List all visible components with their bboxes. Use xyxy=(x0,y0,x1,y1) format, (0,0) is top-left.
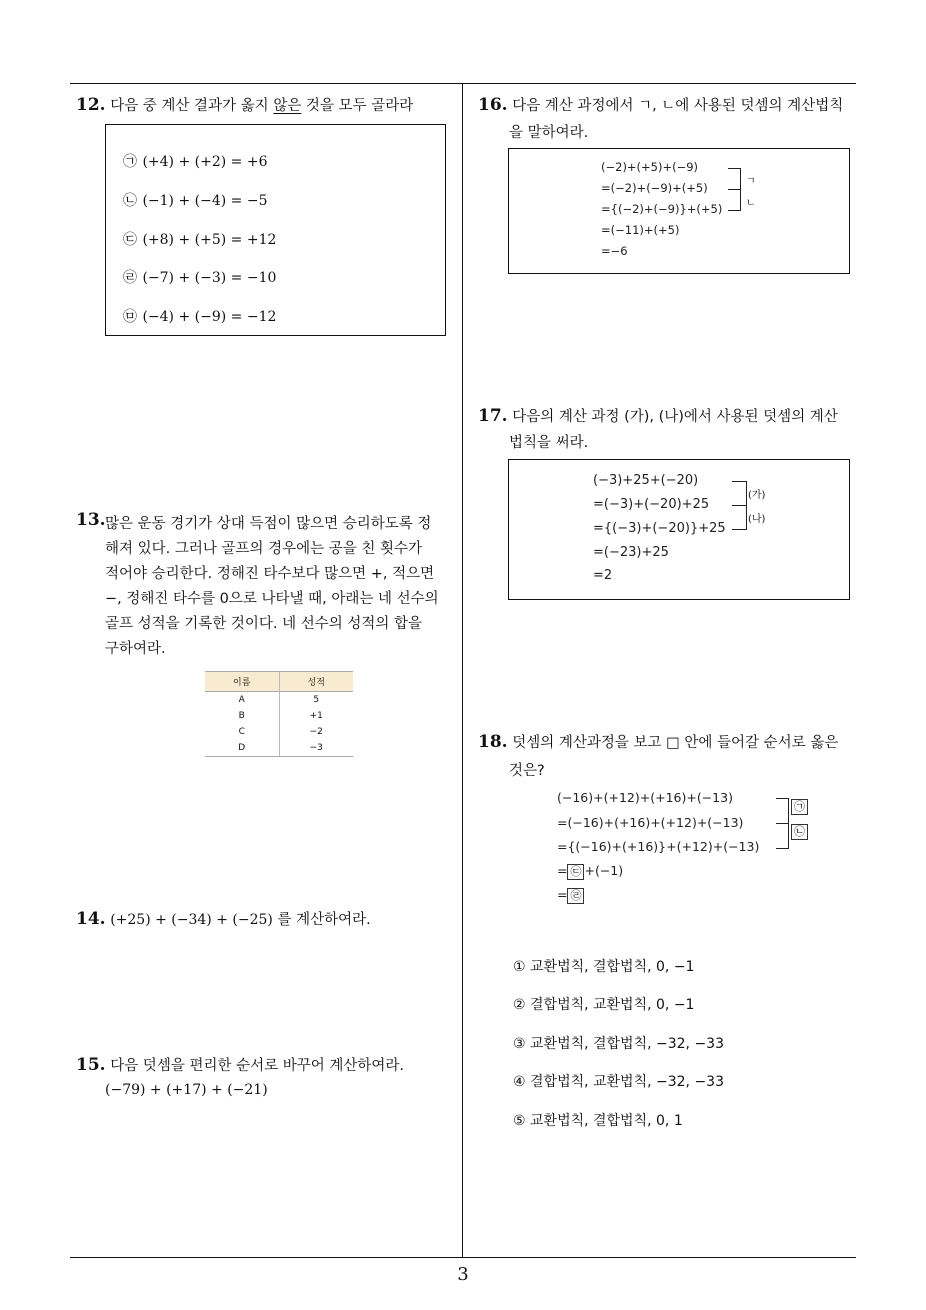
q18-step-5 xyxy=(557,887,584,904)
top-rule xyxy=(70,83,856,84)
q12-option-2 xyxy=(122,190,267,210)
q13-line-3: 적어야 승리한다. 정해진 타수보다 많으면 +, 적으면 xyxy=(105,566,435,582)
q18-tag-2 xyxy=(791,824,808,840)
q14-number: 14. xyxy=(76,909,106,929)
q16-step-5: =−6 xyxy=(601,244,628,258)
q17-step-3: ={(−3)+(−20)}+25 xyxy=(593,521,726,536)
q17-step-2: =(−3)+(−20)+25 xyxy=(593,497,710,512)
q12-option-4 xyxy=(122,267,276,287)
q12-number: 12. xyxy=(76,95,106,115)
table-header-row xyxy=(205,672,353,692)
q13-line-6: 구하여라. xyxy=(105,641,166,657)
q18-number: 18. xyxy=(478,732,508,752)
q18-choice-2-text: 결합법칙, 교환법칙, 0, −1 xyxy=(530,997,695,1013)
table-cell-score: 5 xyxy=(313,695,320,705)
q18-box-d: ㉣ xyxy=(567,888,584,904)
q12-option-4-mark: ㉣ xyxy=(123,270,137,286)
q17-step-4: =(−23)+25 xyxy=(593,545,669,560)
q18-choice-2[interactable] xyxy=(513,994,694,1014)
q12-option-2-mark: ㉡ xyxy=(123,193,137,209)
q18-line-1: 덧셈의 계산과정을 보고 □ 안에 들어갈 순서로 옳은 xyxy=(512,735,839,751)
q16-tag-1: ㄱ xyxy=(746,176,756,187)
q18-box-b: ㉡ xyxy=(791,824,808,840)
q13-line-5: 골프 성적을 기록한 것이다. 네 선수의 성적의 합을 xyxy=(105,616,423,632)
q17-brace-2 xyxy=(732,505,747,530)
q12-text-underline: 않은 xyxy=(273,98,302,114)
q18-step-4-tail: +(−1) xyxy=(584,863,624,878)
q16-line-1: 다음 계산 과정에서 ㄱ, ㄴ에 사용된 덧셈의 계산법칙 xyxy=(512,98,844,114)
q18-step-5-eq: = xyxy=(557,887,568,902)
q18-choice-3-num: ③ xyxy=(513,1036,526,1052)
q17-number: 17. xyxy=(478,406,508,426)
q14-text: 를 계산하여라. xyxy=(272,912,371,928)
q12-option-3-mark: ㉢ xyxy=(123,232,137,248)
q12-option-3 xyxy=(122,229,276,249)
q12-text-post: 것을 모두 골라라 xyxy=(301,98,414,114)
q18-box-c: ㉢ xyxy=(567,864,584,880)
q14-question xyxy=(76,908,371,929)
table-header-name: 이름 xyxy=(205,672,279,692)
q17-line-2: 법칙을 써라. xyxy=(509,435,589,451)
q18-step-4 xyxy=(557,863,623,880)
page-number: 3 xyxy=(457,1264,469,1285)
q18-choice-1[interactable] xyxy=(513,956,694,976)
table-row xyxy=(205,708,353,724)
q18-choice-3[interactable] xyxy=(513,1033,724,1053)
q12-option-2-expr: (−1) + (−4) = −5 xyxy=(142,193,268,209)
q12-option-5 xyxy=(122,306,276,326)
q12-text-pre: 다음 중 계산 결과가 옳지 xyxy=(110,98,274,114)
q16-brace-1 xyxy=(728,168,741,190)
q18-choice-4[interactable] xyxy=(513,1071,724,1091)
q12-question xyxy=(76,94,413,115)
q18-choice-4-text: 결합법칙, 교환법칙, −32, −33 xyxy=(530,1074,724,1090)
q12-option-5-mark: ㉤ xyxy=(123,309,137,325)
q17-step-1: (−3)+25+(−20) xyxy=(593,473,699,488)
q18-box-a: ㉠ xyxy=(791,799,808,815)
q18-choice-2-num: ② xyxy=(513,997,526,1013)
q15-text: 다음 덧셈을 편리한 순서로 바꾸어 계산하여라. xyxy=(110,1058,404,1074)
q12-option-4-expr: (−7) + (−3) = −10 xyxy=(142,270,277,286)
q17-question xyxy=(478,405,838,426)
q13-line-1: 많은 운동 경기가 상대 득점이 많으면 승리하도록 정 xyxy=(105,516,432,532)
q18-step-3: ={(−16)+(+16)}+(+12)+(−13) xyxy=(557,839,760,854)
table-cell-name: D xyxy=(205,740,279,757)
q18-choice-3-text: 교환법칙, 결합법칙, −32, −33 xyxy=(530,1036,724,1052)
q13-line-4: −, 정해진 타수를 0으로 나타낼 때, 아래는 네 선수의 xyxy=(105,591,439,607)
q18-step-2: =(−16)+(+16)+(+12)+(−13) xyxy=(557,815,744,830)
q12-option-1-mark: ㉠ xyxy=(123,154,137,170)
table-header-score: 성적 xyxy=(279,672,353,692)
q18-step-1: (−16)+(+12)+(+16)+(−13) xyxy=(557,790,733,805)
q18-brace-2 xyxy=(776,823,789,849)
q18-choice-5-text: 교환법칙, 결합법칙, 0, 1 xyxy=(530,1113,683,1129)
q12-option-3-expr: (+8) + (+5) = +12 xyxy=(142,232,277,248)
table-cell-score: −3 xyxy=(279,740,353,757)
q12-option-5-expr: (−4) + (−9) = −12 xyxy=(142,309,277,325)
bottom-rule xyxy=(70,1257,856,1258)
table-row xyxy=(205,692,353,709)
q17-line-1: 다음의 계산 과정 (가), (나)에서 사용된 덧셈의 계산 xyxy=(512,409,838,425)
q16-step-3: ={(−2)+(−9)}+(+5) xyxy=(601,202,723,216)
q16-tag-2: ㄴ xyxy=(746,198,756,209)
q13-number-wrap xyxy=(76,510,106,530)
q18-step-4-eq: = xyxy=(557,863,568,878)
q18-choice-5-num: ⑤ xyxy=(513,1113,526,1129)
table-row xyxy=(205,740,353,757)
table-cell-name: C xyxy=(205,724,279,740)
q13-score-table xyxy=(205,671,353,757)
q15-number: 15. xyxy=(76,1055,106,1075)
q16-step-1: (−2)+(+5)+(−9) xyxy=(601,160,699,174)
q17-step-5: =2 xyxy=(593,568,613,583)
q17-brace-1 xyxy=(732,481,747,506)
q16-step-2: =(−2)+(−9)+(+5) xyxy=(601,181,708,195)
q18-line-2: 것은? xyxy=(509,763,545,779)
q12-option-1 xyxy=(122,151,267,171)
q15-expression: (−79) + (+17) + (−21) xyxy=(105,1082,268,1098)
q13-number: 13. xyxy=(76,510,106,530)
q12-option-1-expr: (+4) + (+2) = +6 xyxy=(142,154,268,170)
q18-tag-1 xyxy=(791,799,808,815)
q13-line-2: 해져 있다. 그러나 골프의 경우에는 공을 친 횟수가 xyxy=(105,541,423,557)
q16-number: 16. xyxy=(478,95,508,115)
q18-choice-1-num: ① xyxy=(513,959,526,975)
q14-expression: (+25) + (−34) + (−25) xyxy=(110,912,273,928)
table-cell-score: −2 xyxy=(309,727,323,737)
q16-step-4: =(−11)+(+5) xyxy=(601,223,680,237)
q18-choice-5[interactable] xyxy=(513,1110,683,1130)
q16-question xyxy=(478,94,843,115)
q17-tag-2: (나) xyxy=(748,514,766,525)
column-divider xyxy=(462,83,463,1258)
q17-tag-1: (가) xyxy=(748,490,766,501)
q16-line-2: 을 말하여라. xyxy=(509,125,589,141)
table-row xyxy=(205,724,353,740)
table-cell-name: B xyxy=(205,708,279,724)
table-cell-name: A xyxy=(205,692,279,709)
q18-choice-4-num: ④ xyxy=(513,1074,526,1090)
q15-question xyxy=(76,1054,404,1075)
q18-question xyxy=(478,731,838,752)
q18-brace-1 xyxy=(776,798,789,824)
table-cell-score: +1 xyxy=(309,711,323,721)
q18-choice-1-text: 교환법칙, 결합법칙, 0, −1 xyxy=(530,959,695,975)
q16-brace-2 xyxy=(728,189,741,211)
